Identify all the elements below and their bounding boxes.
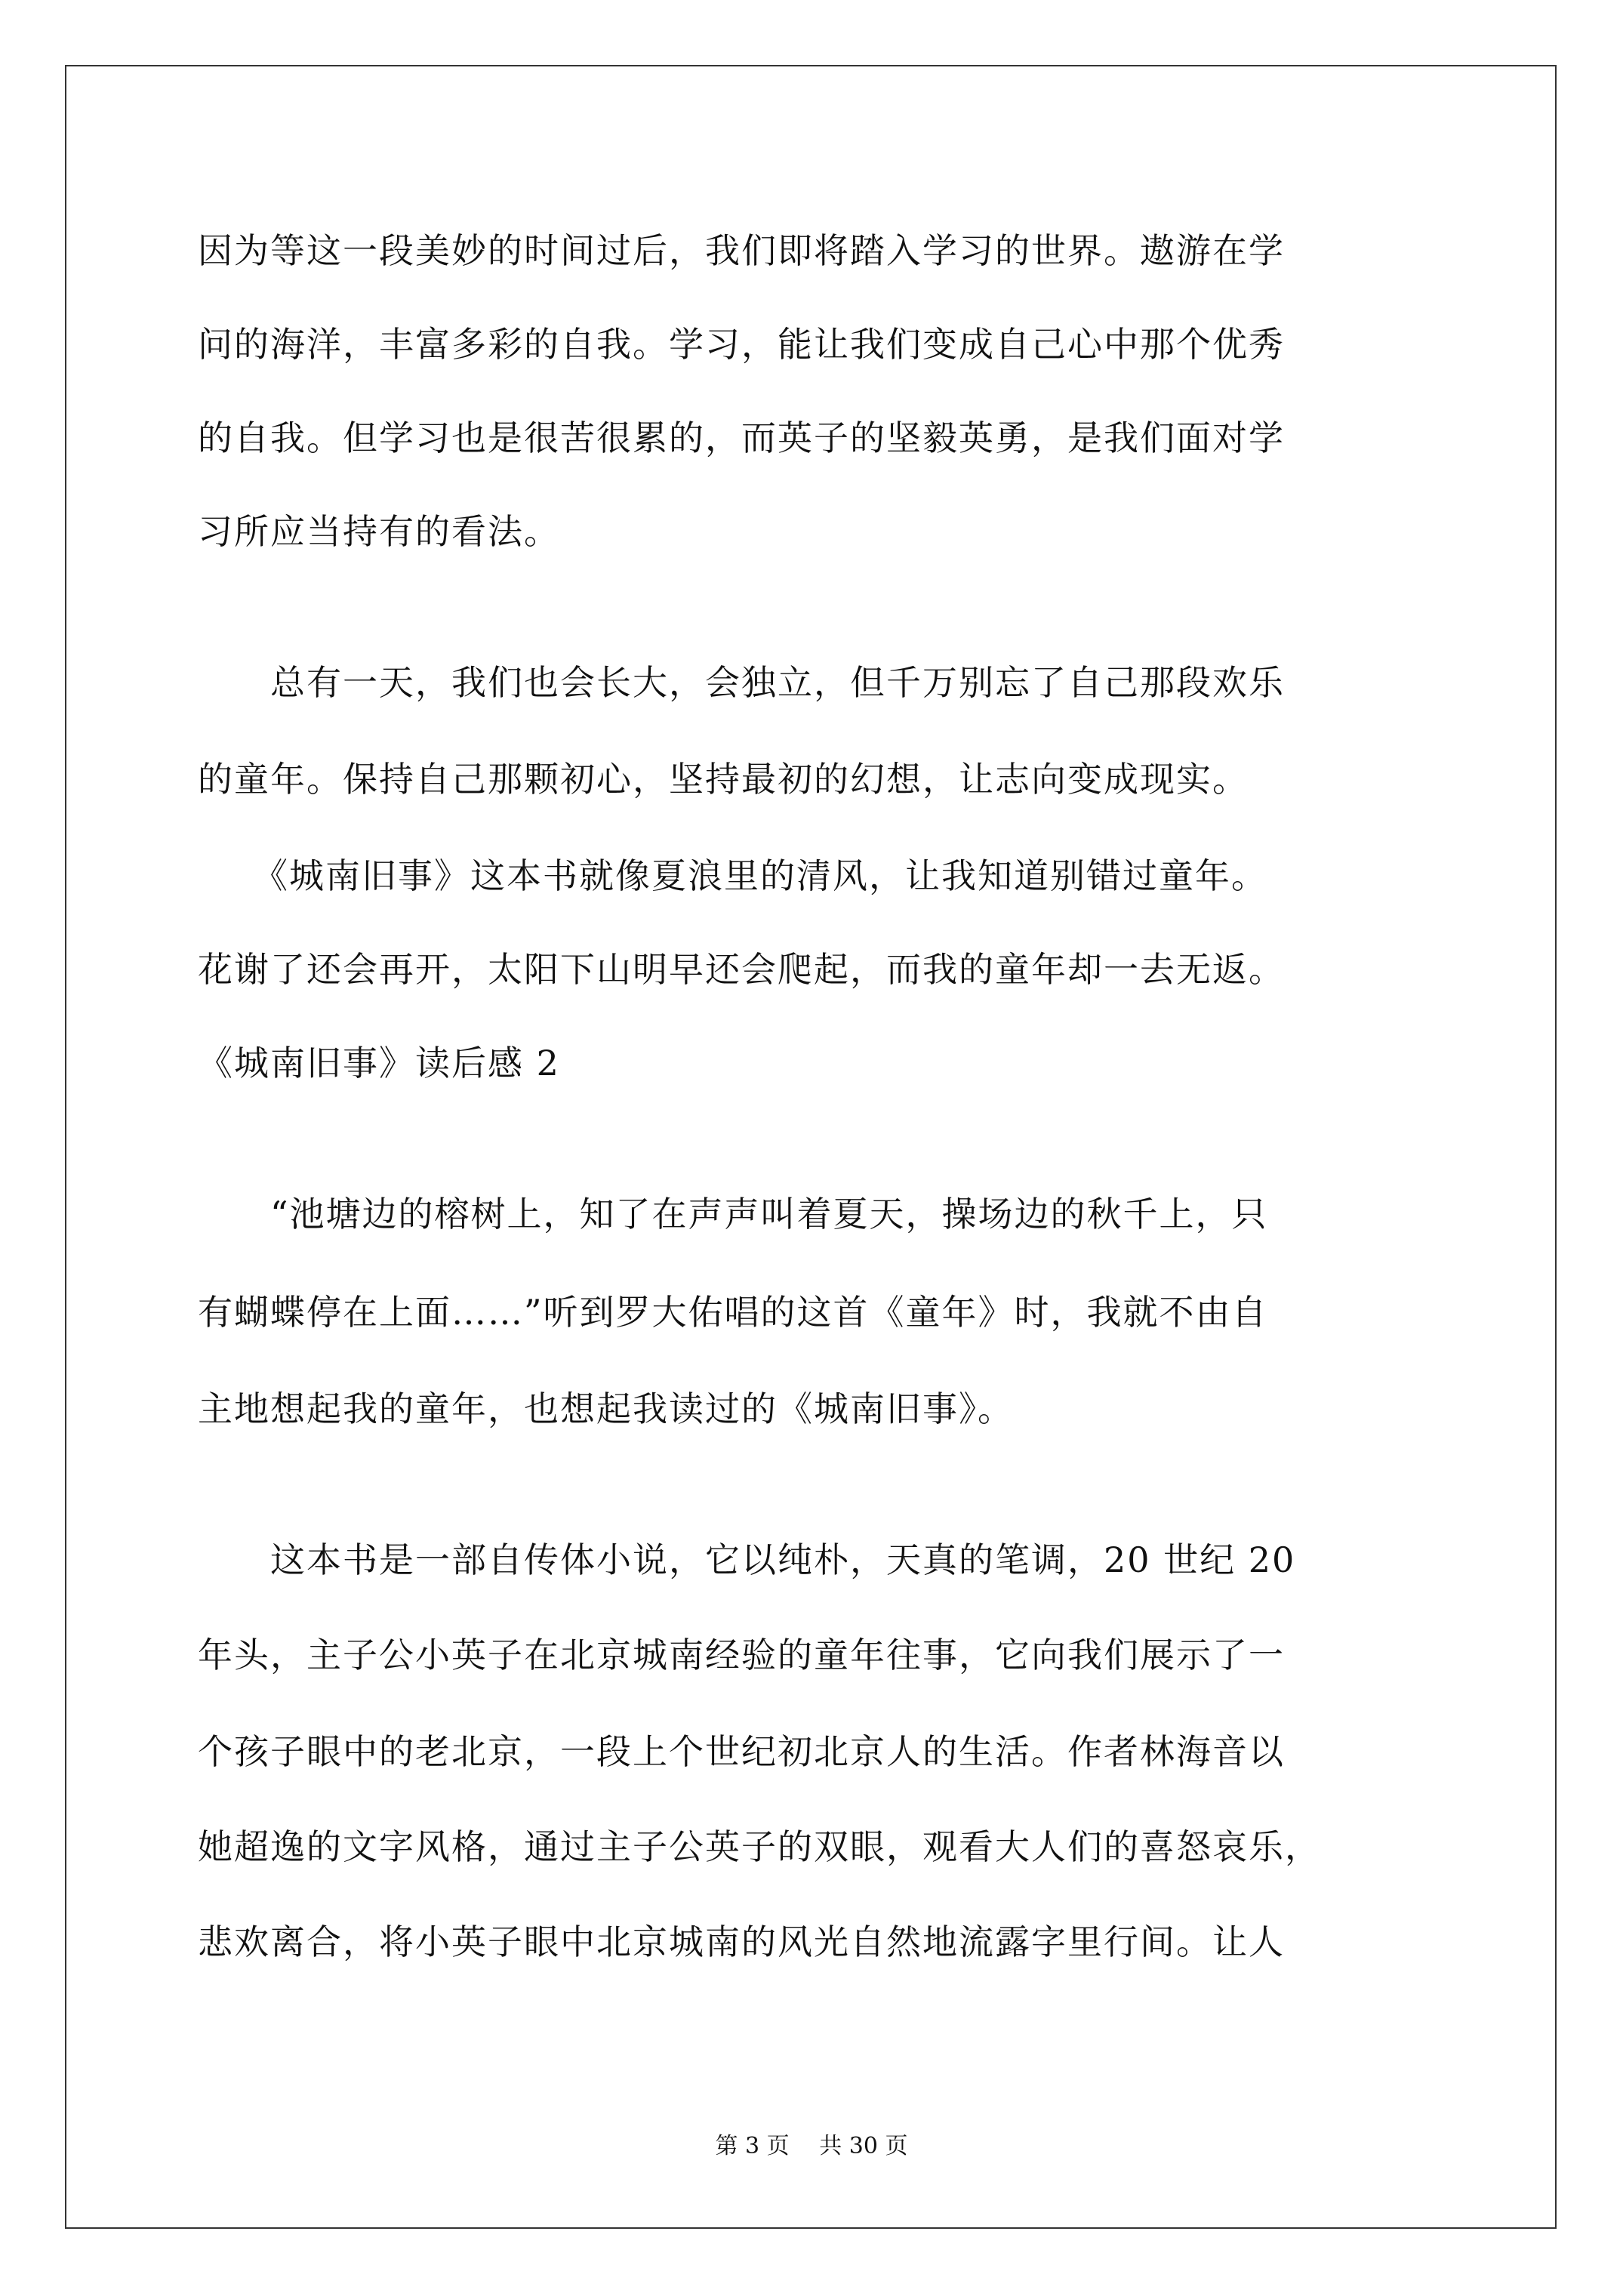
text-line: 的自我。但学习也是很苦很累的，而英子的坚毅英勇，是我们面对学	[198, 418, 1285, 458]
text-line: 这本书是一部自传体小说，它以纯朴，天真的笔调，20 世纪 20	[198, 1539, 1296, 1580]
text-line: 的童年。保持自己那颗初心，坚持最初的幻想，让志向变成现实。	[198, 759, 1249, 800]
text-line: 悲欢离合，将小英子眼中北京城南的风光自然地流露字里行间。让人	[198, 1922, 1285, 1962]
text-line: 有蝴蝶停在上面……”听到罗大佑唱的这首《童年》时，我就不由自	[198, 1292, 1268, 1333]
text-line: 年头，主子公小英子在北京城南经验的童年往事，它向我们展示了一	[198, 1635, 1285, 1675]
text-line: 因为等这一段美妙的时间过后，我们即将踏入学习的世界。遨游在学	[198, 230, 1285, 271]
text-line: 问的海洋，丰富多彩的自我。学习，能让我们变成自己心中那个优秀	[198, 324, 1285, 365]
text-line: 总有一天，我们也会长大，会独立，但千万别忘了自己那段欢乐	[198, 662, 1285, 703]
text-line: 个孩子眼中的老北京，一段上个世纪初北京人的生活。作者林海音以	[198, 1731, 1285, 1772]
page-border	[65, 65, 1557, 2229]
text-line: 主地想起我的童年，也想起我读过的《城南旧事》。	[198, 1388, 1014, 1429]
text-line: “池塘边的榕树上，知了在声声叫着夏天，操场边的秋千上，只	[198, 1194, 1268, 1234]
text-line: 习所应当持有的看法。	[198, 511, 560, 552]
text-line: 花谢了还会再开，太阳下山明早还会爬起，而我的童年却一去无返。	[198, 949, 1285, 990]
text-line: 《城南旧事》这本书就像夏浪里的清风，让我知道别错过童年。	[198, 855, 1267, 896]
page-number: 第 3 页 共 30 页	[715, 2133, 908, 2159]
text-line: 她超逸的文字风格，通过主子公英子的双眼，观看大人们的喜怒哀乐，	[198, 1826, 1321, 1867]
section-heading: 《城南旧事》读后感 2	[198, 1043, 560, 1083]
